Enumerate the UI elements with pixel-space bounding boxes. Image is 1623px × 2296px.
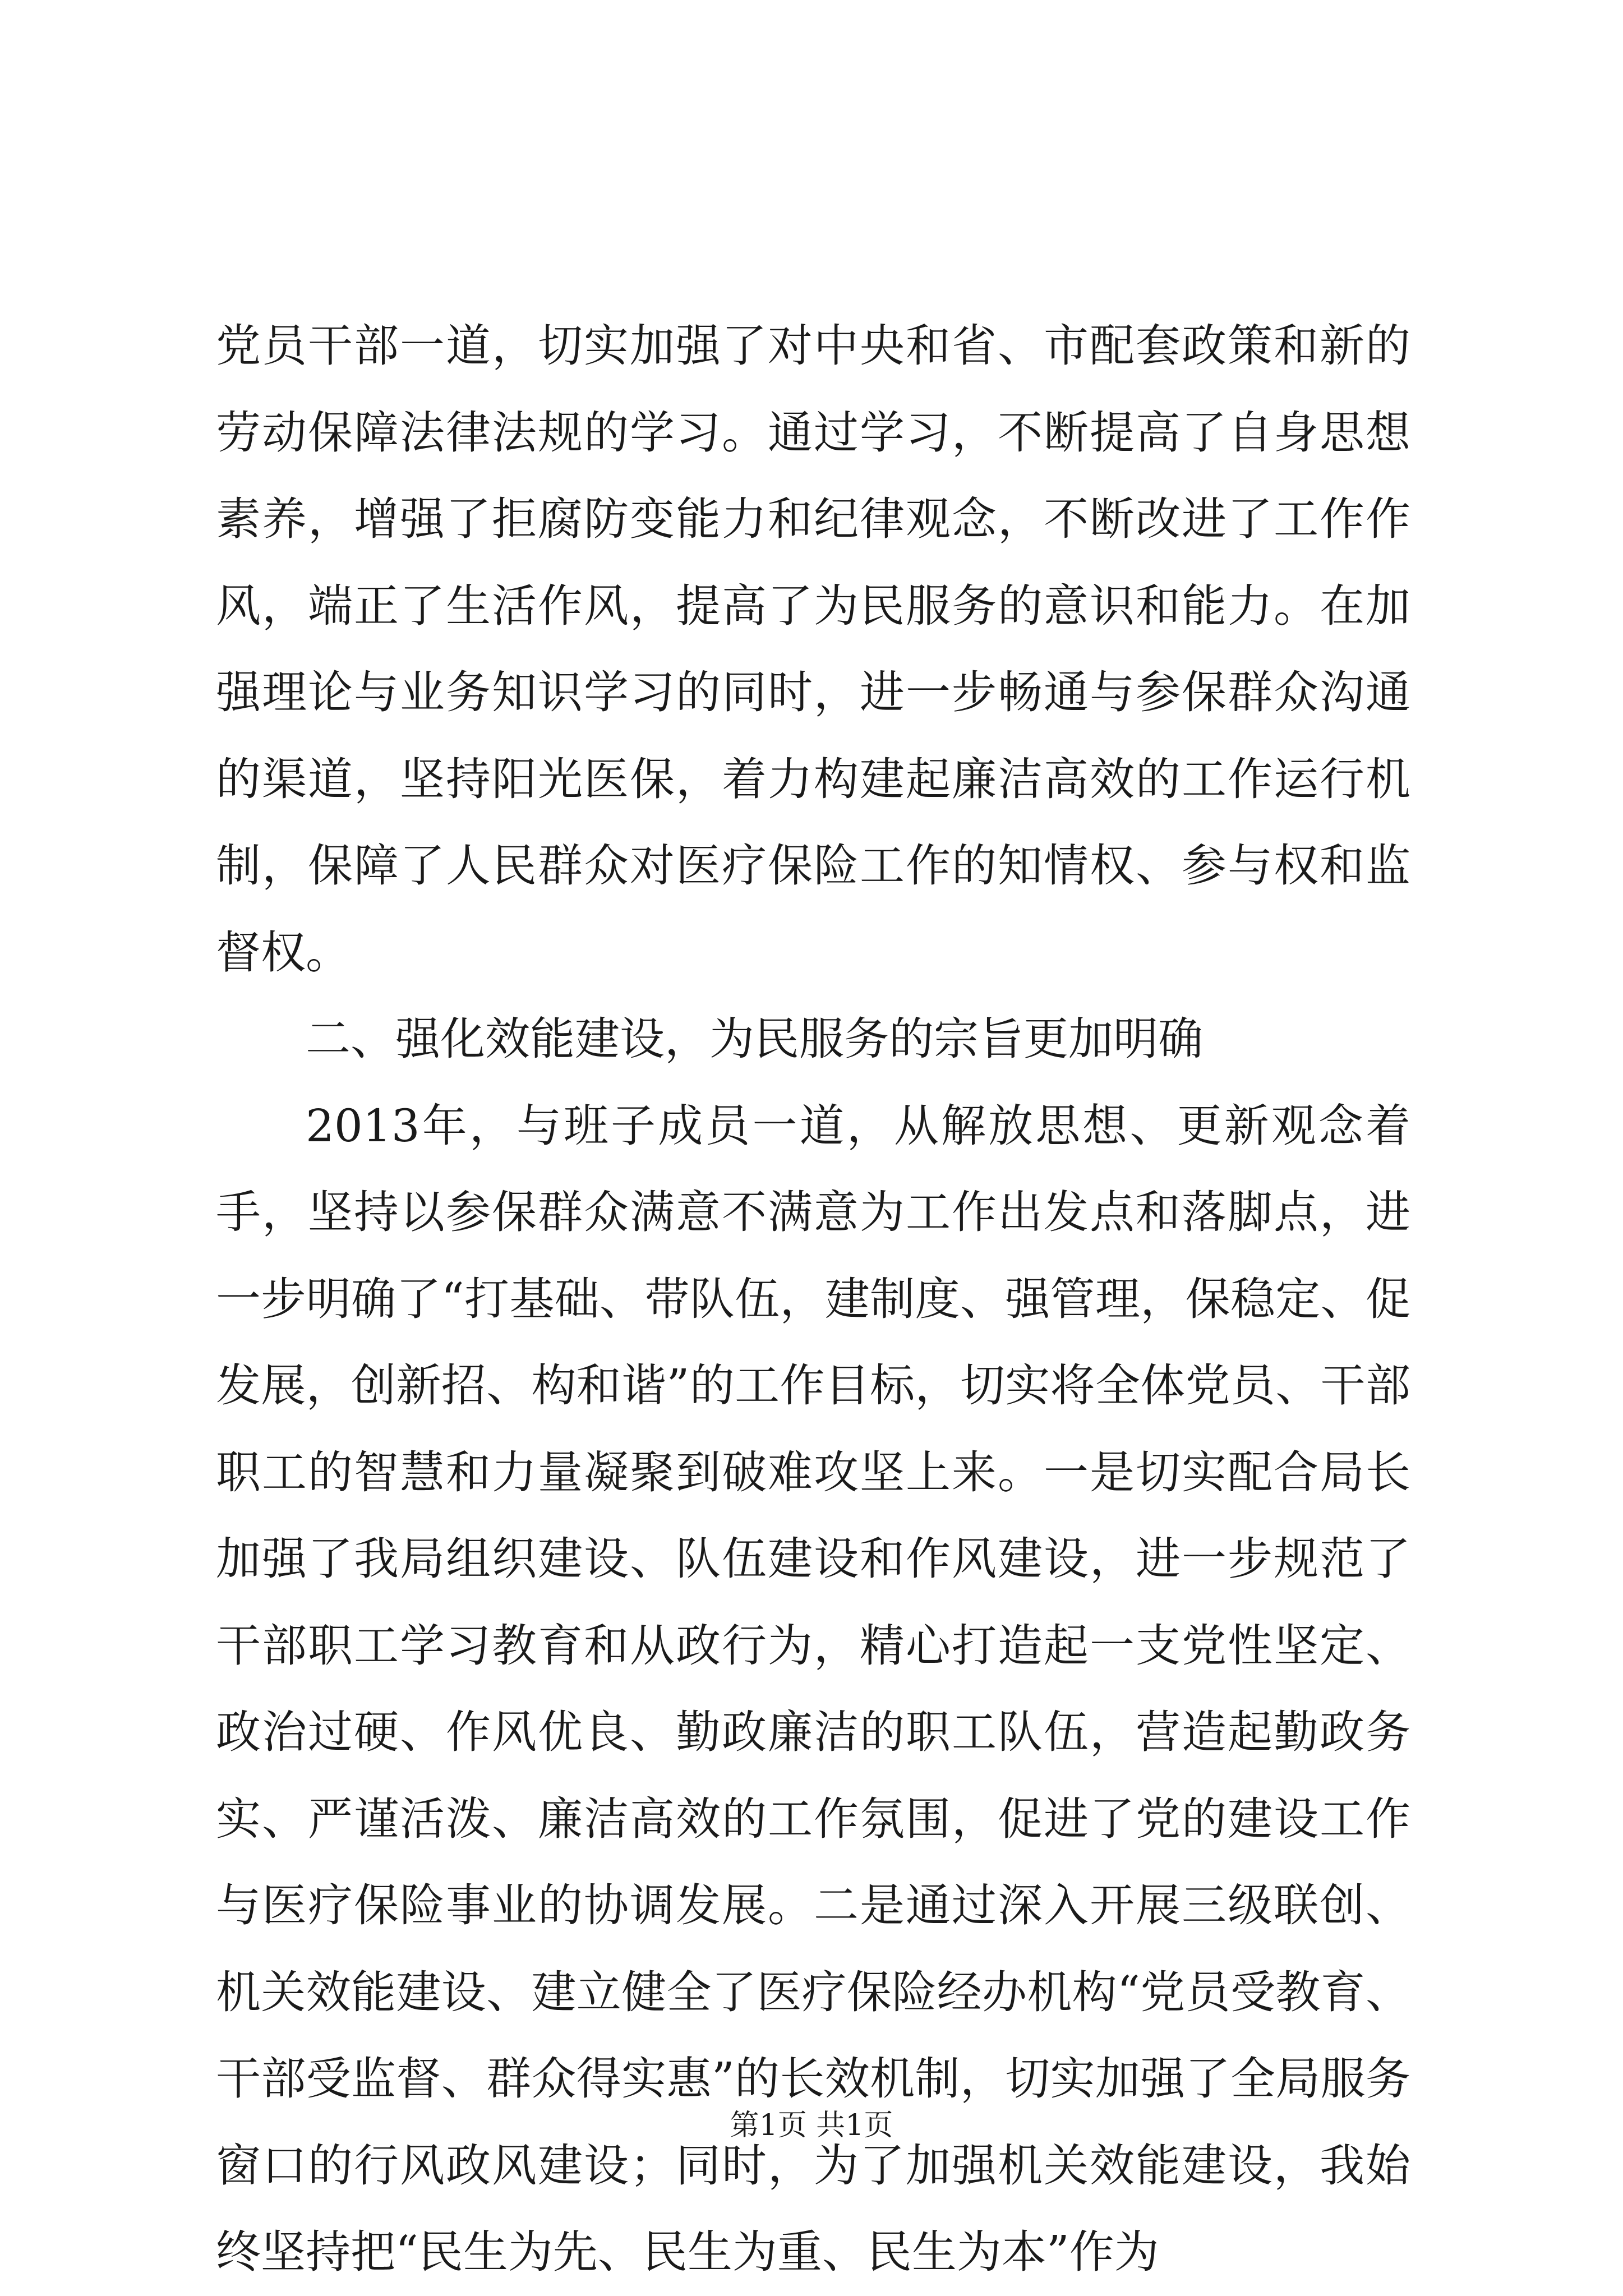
- document-body: [216, 303, 1410, 2296]
- paragraph-continuation: 党员干部一道，切实加强了对中央和省、市配套政策和新的劳动保障法律法规的学习。通过学习，不断提高了自身思想素养，增强了拒腐防变能力和纪律观念，不断改进了工作作风，端正了生活作风，提高了为民服务的意识和能力。在加强理论与业务知识学习的同时，进一步畅通与参保群众沟通的渠道，坚持阳光医保，着力构建起廉洁高效的工作运行机制，保障了人民群众对医疗保险工作的知情权、参与权和监督权。: [216, 320, 1410, 979]
- page-number-label: 第1页 共1页: [730, 2109, 893, 2142]
- paragraph-body: 2013年，与班子成员一道，从解放思想、更新观念着手，坚持以参保群众满意不满意为工作出发点和落脚点，进一步明确了“打基础、带队伍，建制度、强管理，保稳定、促发展，创新招、构和谐”的工作目标，切实将全体党员、干部职工的智慧和力量凝聚到破难攻坚上来。一是切实配合局长加强了我局组织建设、队伍建设和作风建设，进一步规范了干部职工学习教育和从政行为，精心打造起一支党性坚定、政治过硬、作风优良、勤政廉洁的职工队伍，营造起勤政务实、严谨活泼、廉洁高效的工作氛围，促进了党的建设工作与医疗保险事业的协调发展。二是通过深入开展三级联创、机关效能建设、建立健全了医疗保险经办机构“党员受教育、干部受监督、群众得实惠”的长效机制，切实加强了全局服务窗口的行风政风建设；同时，为了加强机关效能建设，我始终坚持把“民生为先、民生为重、民生为本”作为: [216, 1099, 1410, 2278]
- section-heading: 二、强化效能建设，为民服务的宗旨更加明确: [306, 1013, 1203, 1065]
- page-footer: [0, 2103, 1623, 2148]
